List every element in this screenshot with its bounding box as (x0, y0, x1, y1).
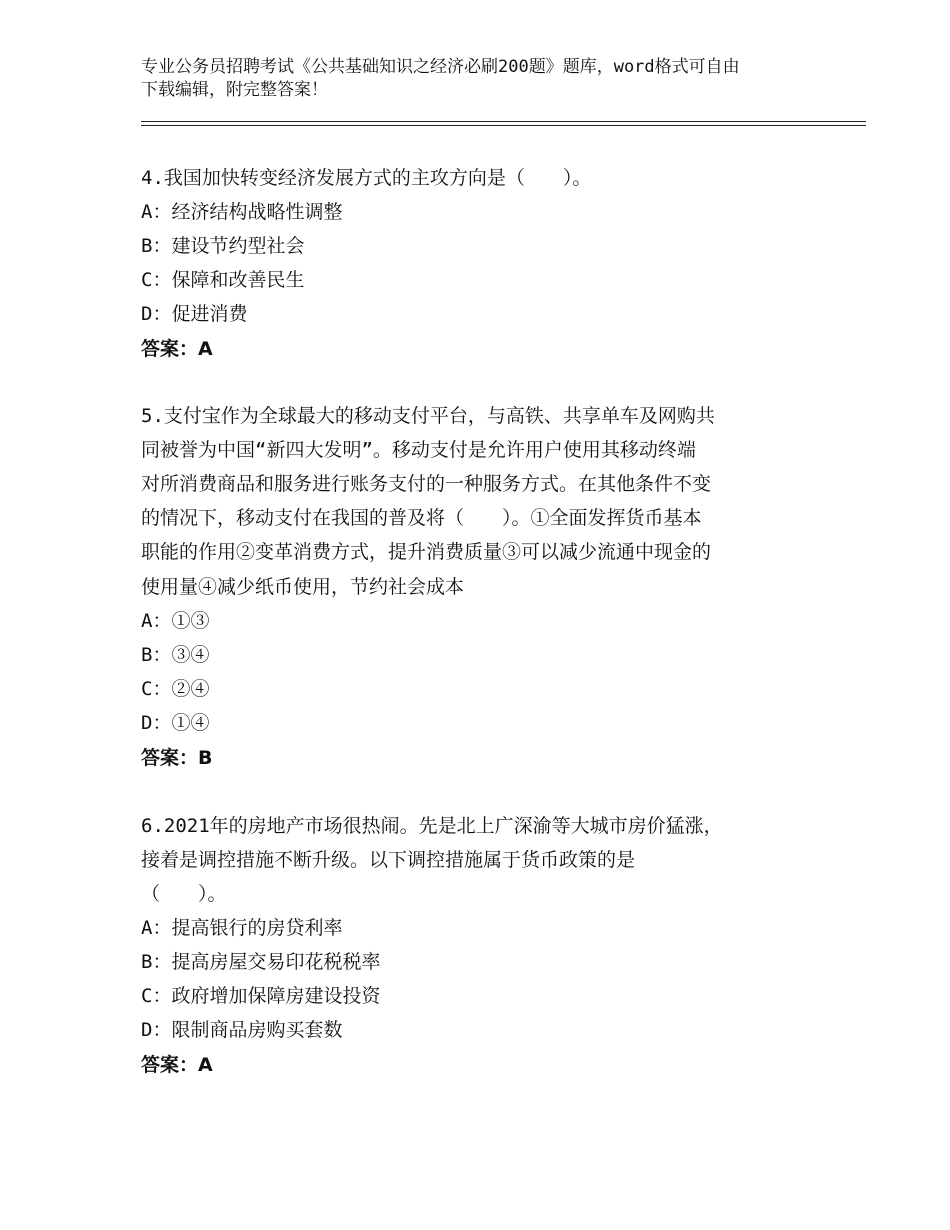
option-a: A：①③ (141, 610, 210, 632)
option-c: C：保障和改善民生 (141, 269, 305, 291)
option-d: D：限制商品房购买套数 (141, 1019, 343, 1041)
option-b: B：提高房屋交易印花税税率 (141, 951, 381, 973)
answer: 答案：A (141, 1054, 213, 1076)
header-line-1: 专业公务员招聘考试《公共基础知识之经济必刷200题》题库，word格式可自由 (141, 57, 740, 77)
header-divider-bottom (141, 125, 866, 126)
option-c: C：政府增加保障房建设投资 (141, 985, 381, 1007)
answer: 答案：B (141, 747, 213, 769)
option-d: D：促进消费 (141, 303, 248, 325)
question-stem-line: 6.2021年的房地产市场很热闹。先是北上广深渝等大城市房价猛涨， (141, 815, 723, 837)
option-a: A：经济结构战略性调整 (141, 201, 343, 223)
question-stem-line: （ ）。 (141, 883, 227, 905)
header-divider-top (141, 121, 866, 122)
question-stem-line: 的情况下，移动支付在我国的普及将（ ）。①全面发挥货币基本 (141, 507, 702, 529)
option-a: A：提高银行的房贷利率 (141, 917, 343, 939)
question-stem-line: 接着是调控措施不断升级。以下调控措施属于货币政策的是 (141, 849, 636, 871)
question-stem-line: 职能的作用②变革消费方式，提升消费质量③可以减少流通中现金的 (141, 541, 712, 563)
question-stem-line: 4.我国加快转变经济发展方式的主攻方向是（ ）。 (141, 167, 592, 189)
header-line-2: 下载编辑，附完整答案！ (141, 80, 328, 100)
option-d: D：①④ (141, 712, 210, 734)
option-b: B：建设节约型社会 (141, 235, 305, 257)
question-stem-line: 同被誉为中国“新四大发明”。移动支付是允许用户使用其移动终端 (141, 439, 696, 461)
answer: 答案：A (141, 338, 213, 360)
question-stem-line: 对所消费商品和服务进行账务支付的一种服务方式。在其他条件不变 (141, 473, 712, 495)
question-stem-line: 使用量④减少纸币使用，节约社会成本 (141, 576, 465, 598)
option-c: C：②④ (141, 678, 210, 700)
question-stem-line: 5.支付宝作为全球最大的移动支付平台，与高铁、共享单车及网购共 (141, 405, 715, 427)
document-header (141, 56, 801, 102)
option-b: B：③④ (141, 644, 210, 666)
